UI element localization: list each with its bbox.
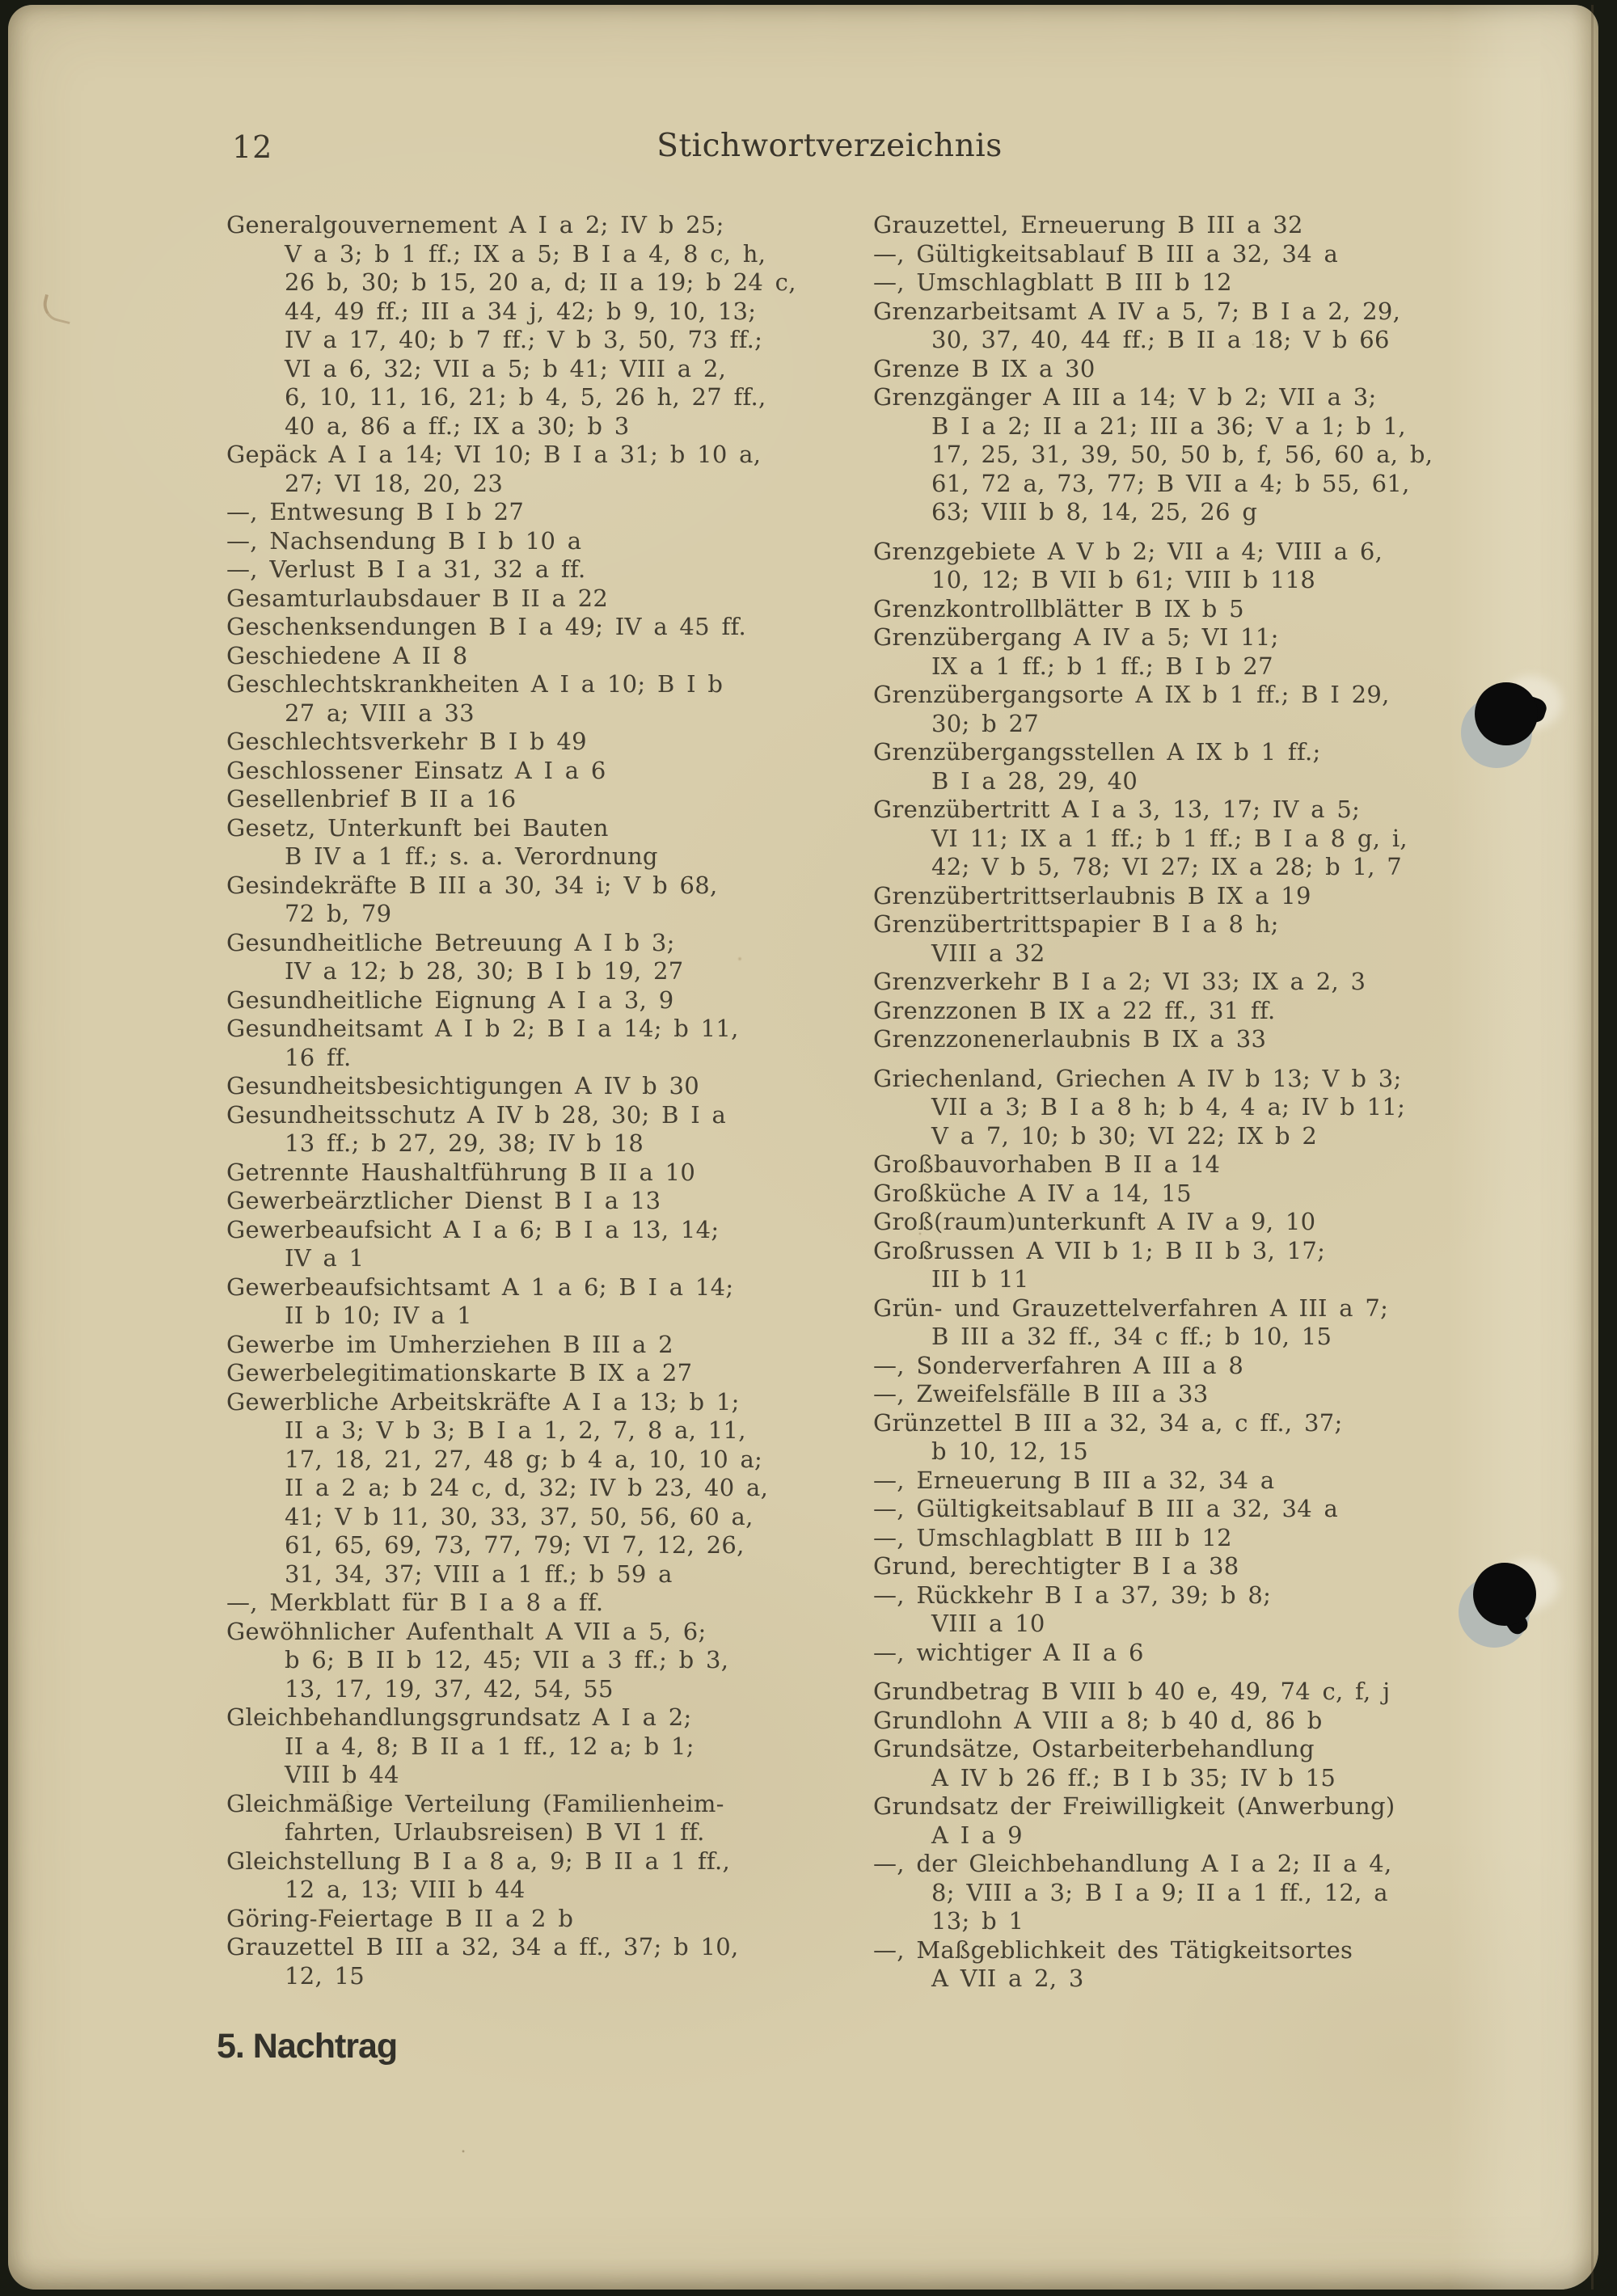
index-line: IV a 12; b 28, 30; B I b 19, 27 (285, 957, 684, 985)
index-line: 13 ff.; b 27, 29, 38; IV b 18 (285, 1129, 644, 1157)
index-line: Grenzübertrittspapier B I a 8 h; (873, 910, 1279, 938)
index-line: VIII a 10 (931, 1610, 1045, 1637)
index-line: B III a 32 ff., 34 c ff.; b 10, 15 (931, 1323, 1332, 1350)
section-heading-nachtrag: 5. Nachtrag (217, 2027, 398, 2066)
index-line: 13; b 1 (931, 1907, 1024, 1935)
index-line: Gesundheitliche Eignung A I a 3, 9 (226, 986, 674, 1014)
index-line: Grenzgebiete A V b 2; VII a 4; VIII a 6, (873, 537, 1383, 565)
index-line: Grenzübergang A IV a 5; VI 11; (873, 623, 1279, 651)
index-line: A IV b 26 ff.; B I b 35; IV b 15 (931, 1763, 1336, 1792)
index-line: Großbauvorhaben B II a 14 (873, 1150, 1221, 1178)
index-line: II b 10; IV a 1 (285, 1302, 472, 1329)
index-line: 40 a, 86 a ff.; IX a 30; b 3 (285, 412, 630, 440)
index-line: —, Gültigkeitsablauf B III a 32, 34 a (873, 1495, 1339, 1522)
index-line: Geschlechtsverkehr B I b 49 (226, 728, 587, 755)
index-line: 27; VI 18, 20, 23 (285, 469, 504, 497)
index-line: Grundsätze, Ostarbeiterbehandlung (873, 1735, 1315, 1762)
index-line: b 6; B II b 12, 45; VII a 3 ff.; b 3, (285, 1646, 729, 1673)
index-line: V a 7, 10; b 30; VI 22; IX b 2 (931, 1121, 1318, 1150)
index-line: 26 b, 30; b 15, 20 a, d; II a 19; b 24 c, (285, 268, 796, 296)
hole-punch-bottom (1473, 1563, 1536, 1626)
index-line: Grundsatz der Freiwilligkeit (Anwerbung) (873, 1792, 1395, 1820)
index-line: Gleichmäßige Verteilung (Familienheim- (226, 1789, 724, 1817)
page-edge-highlight (1447, 5, 1598, 2290)
index-line: —, Erneuerung B III a 32, 34 a (873, 1466, 1275, 1494)
index-line: —, Umschlagblatt B III b 12 (873, 268, 1232, 296)
index-line: 12 a, 13; VIII b 44 (285, 1876, 526, 1903)
index-line: VII a 3; B I a 8 h; b 4, 4 a; IV b 11; (931, 1093, 1406, 1121)
index-line: Grundlohn A VIII a 8; b 40 d, 86 b (873, 1706, 1323, 1734)
index-line: Grenzarbeitsamt A IV a 5, 7; B I a 2, 29, (873, 297, 1401, 325)
index-line: Gleichbehandlungsgrundsatz A I a 2; (226, 1703, 692, 1731)
index-line: Grün- und Grauzettelverfahren A III a 7; (873, 1294, 1389, 1322)
scanned-page (8, 5, 1598, 2290)
index-line: Gesundheitliche Betreuung A I b 3; (226, 928, 675, 956)
index-line: 41; V b 11, 30, 33, 37, 50, 56, 60 a, (285, 1502, 754, 1530)
index-line: —, der Gleichbehandlung A I a 2; II a 4, (873, 1850, 1392, 1877)
index-line: Grenzzonenerlaubnis B IX a 33 (873, 1025, 1267, 1053)
index-line: 16 ff. (285, 1043, 352, 1071)
index-line: Grenzübertrittserlaubnis B IX a 19 (873, 881, 1311, 910)
index-line: IV a 17, 40; b 7 ff.; V b 3, 50, 73 ff.; (285, 326, 763, 353)
index-line: 30, 37, 40, 44 ff.; B II a 18; V b 66 (931, 326, 1390, 353)
index-line: 63; VIII b 8, 14, 25, 26 g (931, 498, 1258, 525)
index-line: Geschenksendungen B I a 49; IV a 45 ff. (226, 613, 746, 640)
index-line: V a 3; b 1 ff.; IX a 5; B I a 4, 8 c, h, (285, 239, 766, 268)
index-line: IV a 1 (285, 1244, 365, 1272)
index-line: —, wichtiger A II a 6 (873, 1638, 1144, 1666)
index-line: —, Verlust B I a 31, 32 a ff. (226, 555, 586, 583)
index-line: 31, 34, 37; VIII a 1 ff.; b 59 a (285, 1560, 673, 1588)
index-line: —, Umschlagblatt B III b 12 (873, 1523, 1232, 1551)
index-line: Gesamturlaubsdauer B II a 22 (226, 584, 609, 612)
index-line: B I a 2; II a 21; III a 36; V a 1; b 1, (931, 412, 1406, 440)
index-line: Großküche A IV a 14, 15 (873, 1179, 1192, 1207)
index-line: Grund, berechtigter B I a 38 (873, 1552, 1239, 1580)
index-line: 42; V b 5, 78; VI 27; IX a 28; b 1, 7 (931, 853, 1403, 880)
index-line: Gewerbelegitimationskarte B IX a 27 (226, 1359, 693, 1386)
index-line: 6, 10, 11, 16, 21; b 4, 5, 26 h, 27 ff., (285, 383, 766, 411)
index-line: 27 a; VIII a 33 (285, 699, 475, 727)
index-line: III b 11 (931, 1265, 1029, 1293)
index-line: fahrten, Urlaubsreisen) B VI 1 ff. (285, 1818, 705, 1846)
index-line: Gewerbeaufsichtsamt A 1 a 6; B I a 14; (226, 1273, 734, 1301)
index-line: Gesetz, Unterkunft bei Bauten (226, 813, 609, 842)
index-line: VIII b 44 (285, 1761, 399, 1788)
index-line: II a 2 a; b 24 c, d, 32; IV b 23, 40 a, (285, 1474, 769, 1501)
index-line: II a 3; V b 3; B I a 1, 2, 7, 8 a, 11, (285, 1416, 746, 1444)
hole-punch-top (1475, 682, 1538, 745)
index-line: VI 11; IX a 1 ff.; b 1 ff.; B I a 8 g, i, (931, 824, 1408, 852)
index-line: Grenzzonen B IX a 22 ff., 31 ff. (873, 996, 1276, 1024)
index-line: Geschlossener Einsatz A I a 6 (226, 756, 606, 784)
index-column-left (226, 211, 849, 1990)
index-line: B I a 28, 29, 40 (931, 766, 1138, 795)
index-line: Grauzettel, Erneuerung B III a 32 (873, 211, 1303, 238)
index-line: —, Sonderverfahren A III a 8 (873, 1351, 1244, 1379)
index-line: —, Maßgeblichkeit des Tätigkeitsortes (873, 1935, 1353, 1964)
index-line: VI a 6, 32; VII a 5; b 41; VIII a 2, (285, 354, 727, 382)
index-line: Gleichstellung B I a 8 a, 9; B II a 1 ff., (226, 1847, 731, 1875)
index-line: Gewerbeaufsicht A I a 6; B I a 13, 14; (226, 1215, 720, 1243)
index-line: Getrennte Haushaltführung B II a 10 (226, 1158, 696, 1186)
index-line: Geschiedene A II 8 (226, 641, 468, 669)
index-line: b 10, 12, 15 (931, 1437, 1088, 1465)
index-line: Gesundheitsschutz A IV b 28, 30; B I a (226, 1100, 727, 1129)
index-line: Groß(raum)unterkunft A IV a 9, 10 (873, 1208, 1316, 1235)
index-line: B IV a 1 ff.; s. a. Verordnung (285, 842, 658, 870)
index-line: Grenzübergangsstellen A IX b 1 ff.; (873, 738, 1321, 766)
index-line: Grünzettel B III a 32, 34 a, c ff., 37; (873, 1408, 1343, 1437)
index-line: Gepäck A I a 14; VI 10; B I a 31; b 10 a, (226, 441, 762, 468)
index-line: Grauzettel B III a 32, 34 a ff., 37; b 10, (226, 1933, 739, 1960)
index-line: Grenzgänger A III a 14; V b 2; VII a 3; (873, 383, 1377, 411)
index-line: 61, 65, 69, 73, 77, 79; VI 7, 12, 26, (285, 1531, 745, 1559)
index-line: 61, 72 a, 73, 77; B VII a 4; b 55, 61, (931, 469, 1410, 497)
index-line: —, Zweifelsfälle B III a 33 (873, 1380, 1209, 1408)
index-line: Gesundheitsamt A I b 2; B I a 14; b 11, (226, 1015, 739, 1042)
index-line: Gesundheitsbesichtigungen A IV b 30 (226, 1072, 700, 1099)
index-line: —, Rückkehr B I a 37, 39; b 8; (873, 1581, 1272, 1609)
index-line: Göring-Feiertage B II a 2 b (226, 1904, 574, 1932)
index-line: Gewerbe im Umherziehen B III a 2 (226, 1330, 673, 1358)
index-line: Gewerbeärztlicher Dienst B I a 13 (226, 1187, 661, 1214)
index-line: II a 4, 8; B II a 1 ff., 12 a; b 1; (285, 1732, 695, 1760)
page-title: Stichwortverzeichnis (657, 128, 1003, 164)
index-column-right (873, 211, 1520, 1994)
index-line: 10, 12; B VII b 61; VIII b 118 (931, 566, 1316, 593)
index-line: 8; VIII a 3; B I a 9; II a 1 ff., 12, a (931, 1878, 1388, 1906)
index-line: A I a 9 (931, 1821, 1023, 1849)
index-line: —, Entwesung B I b 27 (226, 498, 525, 525)
index-line: Gesindekräfte B III a 30, 34 i; V b 68, (226, 871, 718, 899)
index-line: Geschlechtskrankheiten A I a 10; B I b (226, 670, 724, 698)
index-line: 44, 49 ff.; III a 34 j, 42; b 9, 10, 13; (285, 297, 757, 325)
index-line: IX a 1 ff.; b 1 ff.; B I b 27 (931, 652, 1273, 680)
index-line: Gewerbliche Arbeitskräfte A I a 13; b 1; (226, 1387, 740, 1416)
index-line: 30; b 27 (931, 709, 1039, 737)
pen-mark (40, 294, 75, 324)
index-line: —, Merkblatt für B I a 8 a ff. (226, 1589, 604, 1616)
index-line: —, Nachsendung B I b 10 a (226, 526, 582, 555)
page-number: 12 (232, 129, 273, 165)
index-line: Großrussen A VII b 1; B II b 3, 17; (873, 1236, 1326, 1264)
index-line: 13, 17, 19, 37, 42, 54, 55 (285, 1674, 614, 1703)
index-line: 17, 18, 21, 27, 48 g; b 4 a, 10, 10 a; (285, 1445, 763, 1473)
index-line: Grenzübergangsorte A IX b 1 ff.; B I 29, (873, 681, 1390, 708)
index-line: Griechenland, Griechen A IV b 13; V b 3; (873, 1064, 1402, 1092)
index-line: A VII a 2, 3 (931, 1965, 1084, 1992)
index-line: Gewöhnlicher Aufenthalt A VII a 5, 6; (226, 1617, 707, 1645)
index-line: 72 b, 79 (285, 900, 392, 927)
index-line: Grenze B IX a 30 (873, 354, 1096, 382)
index-line: Gesellenbrief B II a 16 (226, 785, 517, 812)
index-line: Grundbetrag B VIII b 40 e, 49, 74 c, f, j (873, 1678, 1391, 1705)
adjacent-page-edge (1591, 5, 1594, 2290)
index-line: 17, 25, 31, 39, 50, 50 b, f, 56, 60 a, b, (931, 441, 1433, 468)
index-line: Grenzverkehr B I a 2; VI 33; IX a 2, 3 (873, 968, 1366, 995)
index-line: Grenzkontrollblätter B IX b 5 (873, 594, 1244, 623)
index-line: Grenzübertritt A I a 3, 13, 17; IV a 5; (873, 796, 1361, 823)
index-line: 12, 15 (285, 1961, 365, 1990)
index-line: —, Gültigkeitsablauf B III a 32, 34 a (873, 239, 1339, 268)
index-line: Generalgouvernement A I a 2; IV b 25; (226, 211, 724, 238)
index-line: VIII a 32 (931, 939, 1045, 967)
